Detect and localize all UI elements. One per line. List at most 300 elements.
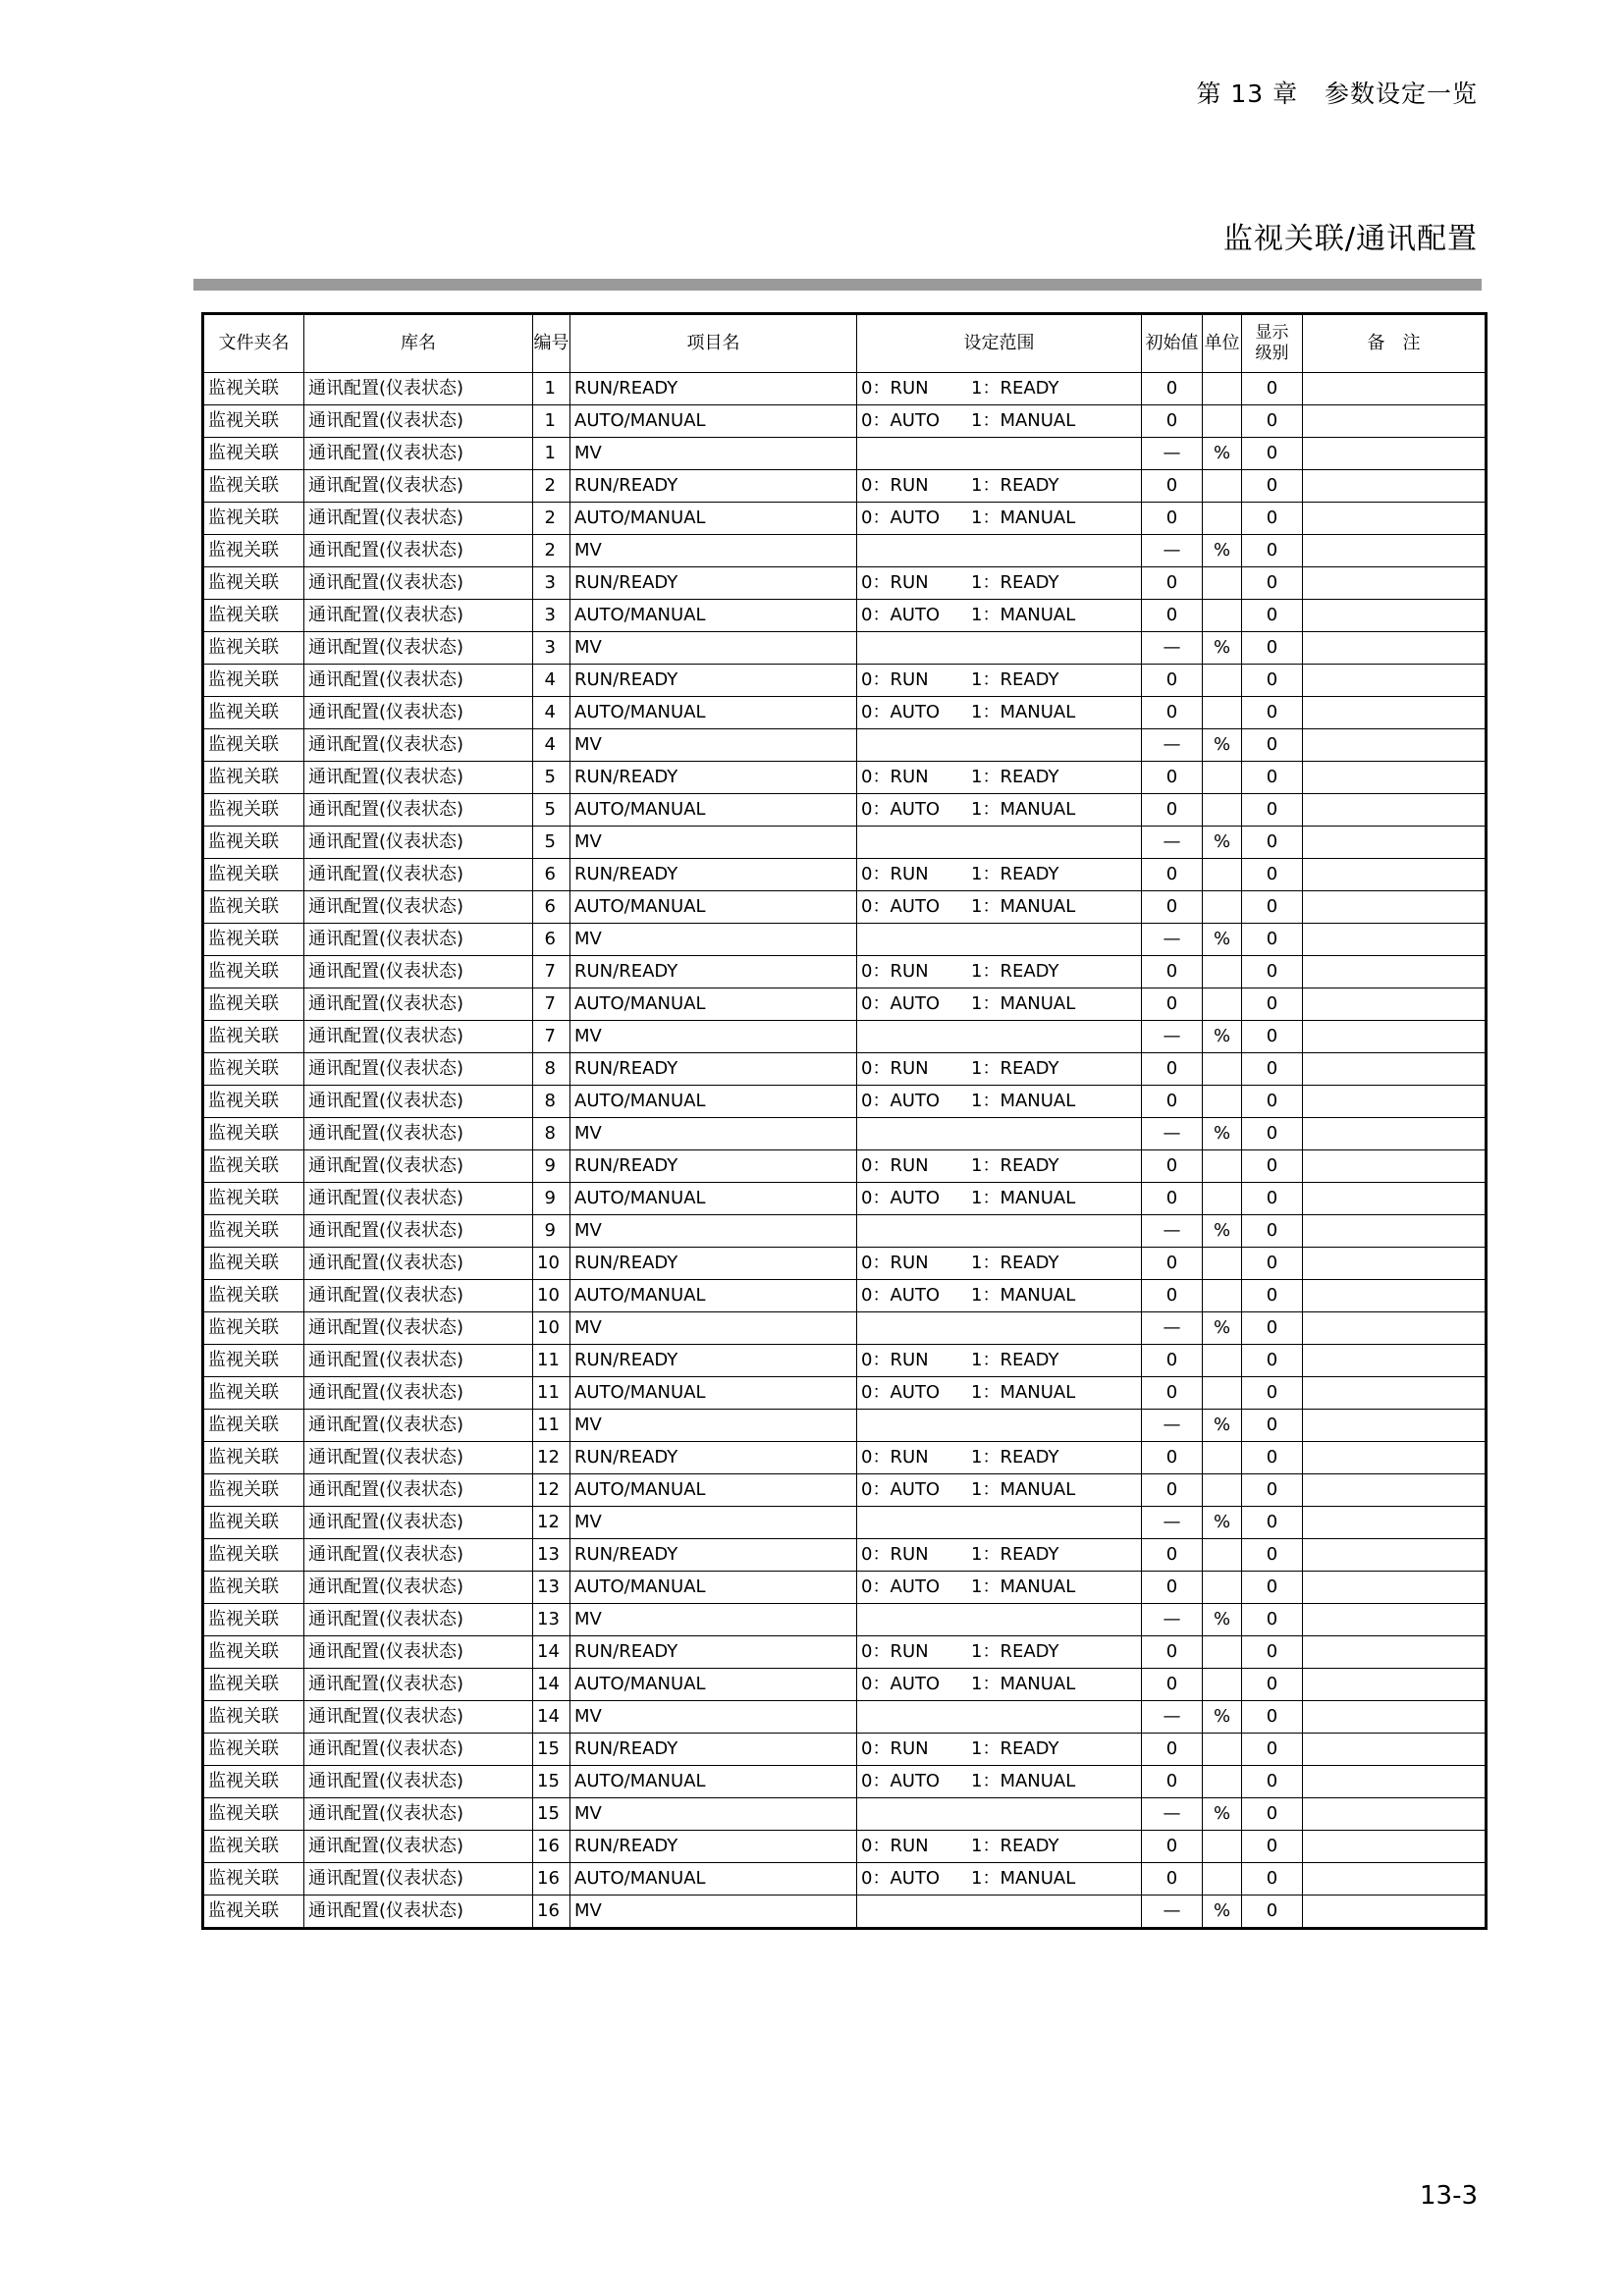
cell-item: AUTO/MANUAL xyxy=(570,1280,857,1312)
cell-initial: 0 xyxy=(1142,1669,1203,1701)
table-row xyxy=(203,1572,1487,1604)
cell-remarks xyxy=(1303,1863,1487,1896)
table-row xyxy=(203,1215,1487,1248)
table-row xyxy=(203,373,1487,405)
cell-number: 15 xyxy=(533,1766,570,1798)
range-option-a: 0：AUTO xyxy=(861,1091,941,1111)
range-option-a: 0：RUN xyxy=(861,1836,929,1856)
cell-display-level: 0 xyxy=(1242,1021,1303,1053)
cell-remarks xyxy=(1303,1896,1487,1929)
cell-item: MV xyxy=(570,1215,857,1248)
table-row xyxy=(203,1863,1487,1896)
table-row xyxy=(203,1345,1487,1377)
cell-number: 8 xyxy=(533,1086,570,1118)
cell-library: 通讯配置(仪表状态) xyxy=(304,405,533,438)
cell-unit xyxy=(1203,1183,1242,1215)
cell-folder: 监视关联 xyxy=(203,373,304,405)
cell-initial: — xyxy=(1142,924,1203,956)
cell-range xyxy=(857,1831,1142,1863)
cell-library: 通讯配置(仪表状态) xyxy=(304,600,533,632)
range-option-a: 0：AUTO xyxy=(861,1188,941,1208)
cell-number: 8 xyxy=(533,1118,570,1150)
cell-unit: % xyxy=(1203,729,1242,762)
cell-item: AUTO/MANUAL xyxy=(570,600,857,632)
cell-initial: — xyxy=(1142,1798,1203,1831)
cell-number: 3 xyxy=(533,632,570,665)
cell-unit: % xyxy=(1203,1410,1242,1442)
cell-unit: % xyxy=(1203,632,1242,665)
cell-unit xyxy=(1203,1474,1242,1507)
cell-display-level: 0 xyxy=(1242,438,1303,470)
cell-display-level: 0 xyxy=(1242,503,1303,535)
cell-display-level: 0 xyxy=(1242,1280,1303,1312)
cell-item: RUN/READY xyxy=(570,1734,857,1766)
cell-item: AUTO/MANUAL xyxy=(570,1086,857,1118)
cell-item: AUTO/MANUAL xyxy=(570,1863,857,1896)
cell-library: 通讯配置(仪表状态) xyxy=(304,503,533,535)
cell-display-level: 0 xyxy=(1242,1474,1303,1507)
cell-folder: 监视关联 xyxy=(203,600,304,632)
cell-initial: 0 xyxy=(1142,1863,1203,1896)
range-option-a: 0：AUTO xyxy=(861,1868,941,1889)
cell-range xyxy=(857,1701,1142,1734)
range-option-b: 1：MANUAL xyxy=(971,1576,1076,1597)
cell-number: 13 xyxy=(533,1539,570,1572)
cell-item: MV xyxy=(570,535,857,567)
cell-library: 通讯配置(仪表状态) xyxy=(304,1701,533,1734)
cell-range xyxy=(857,891,1142,924)
cell-initial: — xyxy=(1142,827,1203,859)
cell-number: 14 xyxy=(533,1636,570,1669)
table-row xyxy=(203,924,1487,956)
cell-folder: 监视关联 xyxy=(203,503,304,535)
cell-item: RUN/READY xyxy=(570,470,857,503)
cell-unit: % xyxy=(1203,1021,1242,1053)
table-row xyxy=(203,891,1487,924)
cell-remarks xyxy=(1303,1183,1487,1215)
cell-remarks xyxy=(1303,373,1487,405)
cell-range xyxy=(857,1150,1142,1183)
header-initial: 初始值 xyxy=(1142,314,1203,373)
table-row xyxy=(203,1474,1487,1507)
cell-initial: 0 xyxy=(1142,762,1203,794)
header-item: 项目名 xyxy=(570,314,857,373)
cell-item: RUN/READY xyxy=(570,1636,857,1669)
cell-remarks xyxy=(1303,1280,1487,1312)
cell-initial: 0 xyxy=(1142,1766,1203,1798)
cell-display-level: 0 xyxy=(1242,1248,1303,1280)
cell-item: MV xyxy=(570,1896,857,1929)
cell-folder: 监视关联 xyxy=(203,1086,304,1118)
cell-initial: — xyxy=(1142,729,1203,762)
cell-initial: 0 xyxy=(1142,1539,1203,1572)
range-option-a: 0：AUTO xyxy=(861,993,941,1014)
cell-folder: 监视关联 xyxy=(203,567,304,600)
cell-display-level: 0 xyxy=(1242,1086,1303,1118)
cell-remarks xyxy=(1303,924,1487,956)
cell-item: RUN/READY xyxy=(570,1150,857,1183)
cell-item: RUN/READY xyxy=(570,1053,857,1086)
cell-range xyxy=(857,1896,1142,1929)
header-display-level-line1: 显示 xyxy=(1255,322,1289,343)
cell-number: 10 xyxy=(533,1312,570,1345)
cell-library: 通讯配置(仪表状态) xyxy=(304,697,533,729)
cell-library: 通讯配置(仪表状态) xyxy=(304,1215,533,1248)
cell-remarks xyxy=(1303,535,1487,567)
cell-item: AUTO/MANUAL xyxy=(570,1474,857,1507)
range-option-a: 0：RUN xyxy=(861,1544,929,1565)
cell-unit xyxy=(1203,891,1242,924)
range-option-b: 1：MANUAL xyxy=(971,993,1076,1014)
range-option-a: 0：AUTO xyxy=(861,1771,941,1791)
table-row xyxy=(203,1669,1487,1701)
cell-item: MV xyxy=(570,1410,857,1442)
table-row xyxy=(203,600,1487,632)
cell-remarks xyxy=(1303,794,1487,827)
cell-unit xyxy=(1203,1248,1242,1280)
cell-item: MV xyxy=(570,1604,857,1636)
cell-item: RUN/READY xyxy=(570,1539,857,1572)
cell-initial: 0 xyxy=(1142,859,1203,891)
cell-display-level: 0 xyxy=(1242,988,1303,1021)
range-option-b: 1：READY xyxy=(971,1350,1059,1370)
cell-range xyxy=(857,1766,1142,1798)
cell-unit xyxy=(1203,1280,1242,1312)
range-option-a: 0：RUN xyxy=(861,1155,929,1176)
cell-initial: 0 xyxy=(1142,1474,1203,1507)
cell-range xyxy=(857,1442,1142,1474)
cell-item: MV xyxy=(570,729,857,762)
cell-initial: 0 xyxy=(1142,373,1203,405)
table-row xyxy=(203,988,1487,1021)
cell-library: 通讯配置(仪表状态) xyxy=(304,1345,533,1377)
cell-number: 11 xyxy=(533,1410,570,1442)
cell-library: 通讯配置(仪表状态) xyxy=(304,535,533,567)
table-row xyxy=(203,697,1487,729)
cell-remarks xyxy=(1303,1636,1487,1669)
range-option-b: 1：MANUAL xyxy=(971,702,1076,722)
cell-folder: 监视关联 xyxy=(203,1507,304,1539)
range-option-b: 1：READY xyxy=(971,767,1059,787)
cell-unit xyxy=(1203,1539,1242,1572)
cell-unit xyxy=(1203,470,1242,503)
cell-remarks xyxy=(1303,1572,1487,1604)
cell-range xyxy=(857,1021,1142,1053)
cell-library: 通讯配置(仪表状态) xyxy=(304,1118,533,1150)
table-row xyxy=(203,729,1487,762)
cell-range xyxy=(857,1572,1142,1604)
cell-library: 通讯配置(仪表状态) xyxy=(304,1507,533,1539)
cell-range xyxy=(857,600,1142,632)
cell-display-level: 0 xyxy=(1242,373,1303,405)
table-row xyxy=(203,1798,1487,1831)
page-number: 13-3 xyxy=(1419,2181,1478,2211)
cell-initial: — xyxy=(1142,438,1203,470)
cell-remarks xyxy=(1303,891,1487,924)
cell-library: 通讯配置(仪表状态) xyxy=(304,1183,533,1215)
cell-folder: 监视关联 xyxy=(203,438,304,470)
cell-initial: 0 xyxy=(1142,697,1203,729)
range-option-b: 1：MANUAL xyxy=(971,799,1076,820)
cell-range xyxy=(857,956,1142,988)
cell-range xyxy=(857,859,1142,891)
cell-remarks xyxy=(1303,1312,1487,1345)
cell-display-level: 0 xyxy=(1242,697,1303,729)
cell-item: AUTO/MANUAL xyxy=(570,1669,857,1701)
range-option-b: 1：MANUAL xyxy=(971,1091,1076,1111)
table-row xyxy=(203,1021,1487,1053)
cell-folder: 监视关联 xyxy=(203,1021,304,1053)
cell-display-level: 0 xyxy=(1242,567,1303,600)
cell-library: 通讯配置(仪表状态) xyxy=(304,1734,533,1766)
table-row xyxy=(203,438,1487,470)
cell-remarks xyxy=(1303,697,1487,729)
cell-number: 10 xyxy=(533,1280,570,1312)
cell-range xyxy=(857,1280,1142,1312)
cell-folder: 监视关联 xyxy=(203,1896,304,1929)
cell-initial: 0 xyxy=(1142,891,1203,924)
cell-number: 7 xyxy=(533,956,570,988)
cell-folder: 监视关联 xyxy=(203,697,304,729)
table-row xyxy=(203,1410,1487,1442)
cell-folder: 监视关联 xyxy=(203,632,304,665)
parameter-table xyxy=(201,312,1488,1930)
cell-unit xyxy=(1203,600,1242,632)
cell-remarks xyxy=(1303,1734,1487,1766)
cell-item: RUN/READY xyxy=(570,373,857,405)
cell-initial: 0 xyxy=(1142,503,1203,535)
cell-unit: % xyxy=(1203,535,1242,567)
cell-range xyxy=(857,794,1142,827)
cell-library: 通讯配置(仪表状态) xyxy=(304,1377,533,1410)
cell-display-level: 0 xyxy=(1242,956,1303,988)
range-option-a: 0：AUTO xyxy=(861,1479,941,1500)
cell-item: AUTO/MANUAL xyxy=(570,697,857,729)
cell-remarks xyxy=(1303,600,1487,632)
cell-library: 通讯配置(仪表状态) xyxy=(304,470,533,503)
cell-folder: 监视关联 xyxy=(203,1118,304,1150)
cell-unit xyxy=(1203,1734,1242,1766)
cell-library: 通讯配置(仪表状态) xyxy=(304,729,533,762)
cell-item: AUTO/MANUAL xyxy=(570,1183,857,1215)
cell-range xyxy=(857,1215,1142,1248)
cell-initial: — xyxy=(1142,632,1203,665)
table-row xyxy=(203,1183,1487,1215)
cell-range xyxy=(857,1863,1142,1896)
table-row xyxy=(203,956,1487,988)
table-row xyxy=(203,405,1487,438)
chapter-heading: 第 13 章 参数设定一览 xyxy=(1196,80,1478,108)
cell-number: 8 xyxy=(533,1053,570,1086)
cell-display-level: 0 xyxy=(1242,1831,1303,1863)
cell-item: AUTO/MANUAL xyxy=(570,503,857,535)
cell-folder: 监视关联 xyxy=(203,1831,304,1863)
cell-folder: 监视关联 xyxy=(203,1442,304,1474)
cell-initial: — xyxy=(1142,1410,1203,1442)
cell-range xyxy=(857,665,1142,697)
cell-number: 13 xyxy=(533,1572,570,1604)
cell-number: 12 xyxy=(533,1474,570,1507)
cell-display-level: 0 xyxy=(1242,1766,1303,1798)
cell-folder: 监视关联 xyxy=(203,1183,304,1215)
cell-remarks xyxy=(1303,956,1487,988)
cell-range xyxy=(857,567,1142,600)
cell-initial: — xyxy=(1142,1312,1203,1345)
cell-number: 14 xyxy=(533,1669,570,1701)
cell-remarks xyxy=(1303,1215,1487,1248)
cell-item: MV xyxy=(570,1798,857,1831)
range-option-a: 0：RUN xyxy=(861,378,929,399)
cell-initial: — xyxy=(1142,1896,1203,1929)
cell-remarks xyxy=(1303,859,1487,891)
table-row xyxy=(203,1053,1487,1086)
table-row xyxy=(203,1507,1487,1539)
cell-library: 通讯配置(仪表状态) xyxy=(304,1280,533,1312)
cell-display-level: 0 xyxy=(1242,665,1303,697)
cell-library: 通讯配置(仪表状态) xyxy=(304,924,533,956)
cell-folder: 监视关联 xyxy=(203,665,304,697)
table-row xyxy=(203,1248,1487,1280)
cell-range xyxy=(857,1312,1142,1345)
cell-library: 通讯配置(仪表状态) xyxy=(304,373,533,405)
cell-range xyxy=(857,1248,1142,1280)
cell-initial: 0 xyxy=(1142,1086,1203,1118)
cell-library: 通讯配置(仪表状态) xyxy=(304,567,533,600)
cell-range xyxy=(857,1410,1142,1442)
range-option-a: 0：AUTO xyxy=(861,1674,941,1694)
cell-number: 2 xyxy=(533,503,570,535)
cell-number: 16 xyxy=(533,1896,570,1929)
cell-range xyxy=(857,373,1142,405)
cell-number: 1 xyxy=(533,438,570,470)
cell-item: AUTO/MANUAL xyxy=(570,891,857,924)
range-option-b: 1：READY xyxy=(971,1253,1059,1273)
table-row xyxy=(203,1312,1487,1345)
range-option-a: 0：RUN xyxy=(861,1253,929,1273)
range-option-b: 1：MANUAL xyxy=(971,410,1076,431)
cell-item: RUN/READY xyxy=(570,665,857,697)
cell-number: 2 xyxy=(533,535,570,567)
cell-folder: 监视关联 xyxy=(203,1701,304,1734)
section-divider xyxy=(193,279,1482,291)
cell-remarks xyxy=(1303,1248,1487,1280)
cell-number: 16 xyxy=(533,1863,570,1896)
header-display-level xyxy=(1242,314,1303,373)
cell-item: AUTO/MANUAL xyxy=(570,1377,857,1410)
table-row xyxy=(203,1831,1487,1863)
cell-library: 通讯配置(仪表状态) xyxy=(304,988,533,1021)
cell-unit: % xyxy=(1203,924,1242,956)
cell-folder: 监视关联 xyxy=(203,827,304,859)
cell-item: MV xyxy=(570,1312,857,1345)
cell-initial: 0 xyxy=(1142,956,1203,988)
table-row xyxy=(203,470,1487,503)
cell-folder: 监视关联 xyxy=(203,924,304,956)
cell-folder: 监视关联 xyxy=(203,859,304,891)
cell-remarks xyxy=(1303,1442,1487,1474)
cell-folder: 监视关联 xyxy=(203,535,304,567)
cell-display-level: 0 xyxy=(1242,1053,1303,1086)
cell-initial: 0 xyxy=(1142,1377,1203,1410)
cell-unit xyxy=(1203,1863,1242,1896)
cell-display-level: 0 xyxy=(1242,729,1303,762)
cell-library: 通讯配置(仪表状态) xyxy=(304,1474,533,1507)
cell-folder: 监视关联 xyxy=(203,1734,304,1766)
section-title: 监视关联/通讯配置 xyxy=(1222,222,1478,256)
cell-remarks xyxy=(1303,438,1487,470)
cell-item: AUTO/MANUAL xyxy=(570,988,857,1021)
range-option-a: 0：RUN xyxy=(861,1447,929,1468)
cell-range xyxy=(857,405,1142,438)
cell-number: 11 xyxy=(533,1377,570,1410)
cell-item: RUN/READY xyxy=(570,1831,857,1863)
cell-display-level: 0 xyxy=(1242,535,1303,567)
cell-unit xyxy=(1203,373,1242,405)
table-row xyxy=(203,1734,1487,1766)
cell-item: RUN/READY xyxy=(570,762,857,794)
cell-initial: — xyxy=(1142,1604,1203,1636)
cell-folder: 监视关联 xyxy=(203,988,304,1021)
cell-initial: 0 xyxy=(1142,988,1203,1021)
table-row xyxy=(203,503,1487,535)
table-row xyxy=(203,1118,1487,1150)
cell-item: RUN/READY xyxy=(570,1248,857,1280)
cell-display-level: 0 xyxy=(1242,1410,1303,1442)
cell-unit xyxy=(1203,1766,1242,1798)
cell-folder: 监视关联 xyxy=(203,891,304,924)
cell-folder: 监视关联 xyxy=(203,405,304,438)
cell-unit xyxy=(1203,567,1242,600)
cell-initial: 0 xyxy=(1142,794,1203,827)
cell-folder: 监视关联 xyxy=(203,1312,304,1345)
cell-remarks xyxy=(1303,1539,1487,1572)
cell-display-level: 0 xyxy=(1242,1636,1303,1669)
cell-initial: 0 xyxy=(1142,567,1203,600)
cell-initial: 0 xyxy=(1142,470,1203,503)
cell-library: 通讯配置(仪表状态) xyxy=(304,1863,533,1896)
cell-range xyxy=(857,632,1142,665)
cell-number: 2 xyxy=(533,470,570,503)
range-option-b: 1：READY xyxy=(971,864,1059,884)
cell-library: 通讯配置(仪表状态) xyxy=(304,1636,533,1669)
cell-folder: 监视关联 xyxy=(203,1604,304,1636)
cell-display-level: 0 xyxy=(1242,1507,1303,1539)
table-row xyxy=(203,1377,1487,1410)
cell-initial: 0 xyxy=(1142,1831,1203,1863)
cell-library: 通讯配置(仪表状态) xyxy=(304,1442,533,1474)
cell-folder: 监视关联 xyxy=(203,470,304,503)
cell-initial: 0 xyxy=(1142,665,1203,697)
cell-range xyxy=(857,762,1142,794)
table-row xyxy=(203,859,1487,891)
range-option-b: 1：MANUAL xyxy=(971,1479,1076,1500)
cell-range xyxy=(857,1377,1142,1410)
cell-folder: 监视关联 xyxy=(203,956,304,988)
range-option-b: 1：MANUAL xyxy=(971,1771,1076,1791)
range-option-b: 1：READY xyxy=(971,572,1059,593)
cell-library: 通讯配置(仪表状态) xyxy=(304,1604,533,1636)
cell-initial: 0 xyxy=(1142,1572,1203,1604)
cell-display-level: 0 xyxy=(1242,470,1303,503)
cell-unit xyxy=(1203,405,1242,438)
cell-range xyxy=(857,1086,1142,1118)
cell-initial: 0 xyxy=(1142,1248,1203,1280)
cell-folder: 监视关联 xyxy=(203,1539,304,1572)
cell-initial: 0 xyxy=(1142,1636,1203,1669)
cell-library: 通讯配置(仪表状态) xyxy=(304,1669,533,1701)
cell-unit xyxy=(1203,956,1242,988)
cell-folder: 监视关联 xyxy=(203,1636,304,1669)
